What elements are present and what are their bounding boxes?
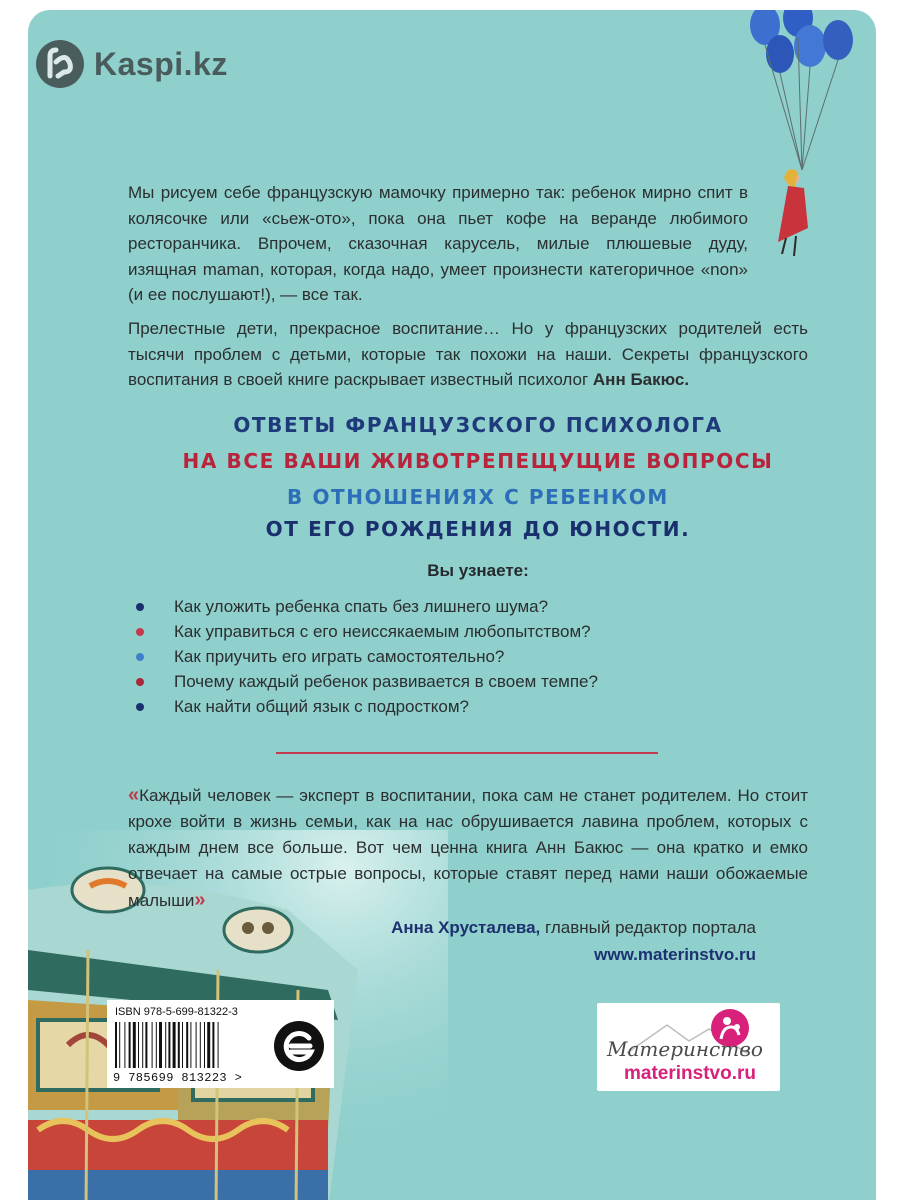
barcode-bar — [152, 1022, 153, 1068]
isbn-number: ISBN 978-5-699-81322-3 — [115, 1006, 238, 1018]
barcode-digits: 9 785699 813223 > — [113, 1071, 243, 1085]
barcode-bar — [129, 1022, 131, 1068]
learn-title: Вы узнаете: — [427, 561, 529, 580]
book-back-cover — [28, 10, 876, 1200]
barcode-bar — [168, 1022, 170, 1068]
section-divider — [276, 752, 658, 754]
learn-item-text: Как управиться с его неиссякаемым любопытством? — [174, 622, 591, 641]
attribution-line — [391, 914, 756, 941]
barcode-bar — [204, 1022, 205, 1068]
learn-item — [134, 594, 598, 619]
attribution-name: Анна Хрусталева, — [391, 918, 541, 937]
barcode-bar — [218, 1022, 219, 1068]
barcode-bar — [142, 1022, 143, 1068]
barcode-bar — [186, 1022, 188, 1068]
headline-line-1: ОТВЕТЫ ФРАНЦУЗСКОГО ПСИХОЛОГА — [233, 413, 723, 437]
partner-logo-block — [597, 1003, 780, 1091]
quote-attribution — [391, 914, 756, 968]
learn-list — [134, 594, 598, 719]
barcode-bars — [115, 1022, 265, 1070]
barcode-bar — [200, 1022, 201, 1068]
learn-item-text: Как уложить ребенка спать без лишнего шума? — [174, 597, 549, 616]
barcode-bar — [165, 1022, 166, 1068]
learn-item — [134, 619, 598, 644]
quote-open-mark: « — [128, 784, 140, 806]
quote-text: Каждый человек — эксперт в воспитании, пока сам не станет родителем. Но стоит крохе войти в жизнь семьи, как на нас обрушивается лавина проблем, которых с каждым днем все больше. Вот чем ценна книга Анн Бакюс — она кратко и емко отвечает на самые острые вопросы, которые ставят перед нами наши обожаемые малыши — [128, 786, 808, 910]
bullet-dot-icon — [136, 678, 144, 686]
barcode-bar — [173, 1022, 176, 1068]
kaspi-watermark — [36, 38, 228, 90]
bullet-dot-icon — [136, 628, 144, 636]
quote-close-mark: » — [194, 889, 206, 911]
barcode-bar — [115, 1022, 117, 1068]
learn-item-text: Как приучить его играть самостоятельно? — [174, 647, 505, 666]
kaspi-logo-icon — [36, 40, 84, 88]
barcode-bar — [196, 1022, 197, 1068]
partner-script-title: Материнство — [607, 1037, 763, 1061]
barcode-bar — [159, 1022, 162, 1068]
barcode-block — [107, 1000, 334, 1088]
headline-line-2: НА ВСЕ ВАШИ ЖИВОТРЕПЕЩУЩИЕ ВОПРОСЫ — [182, 449, 774, 473]
barcode-bar — [119, 1022, 120, 1068]
barcode-bar — [124, 1022, 125, 1068]
review-quote — [128, 782, 808, 914]
bullet-dot-icon — [136, 603, 144, 611]
partner-site-link[interactable]: materinstvo.ru — [624, 1063, 756, 1084]
publisher-logo-icon — [273, 1020, 325, 1072]
learn-item — [134, 644, 598, 669]
problems-paragraph-text: Прелестные дети, прекрасное воспитание… Но у французских родителей есть тысячи проблем с детьми, которые так похожи на наши. Секреты французского воспитания в своей книге раскрывает известный психолог — [128, 319, 808, 389]
learn-item-text: Почему каждый ребенок развивается в своем темпе? — [174, 672, 598, 691]
barcode-bar — [207, 1022, 210, 1068]
barcode-bar — [190, 1022, 191, 1068]
learn-item — [134, 669, 598, 694]
barcode-bar — [138, 1022, 139, 1068]
barcode-bar — [133, 1022, 136, 1068]
kaspi-wordmark: Kaspi.kz — [94, 45, 228, 82]
balloons-illustration — [740, 10, 876, 260]
learn-item — [134, 694, 598, 719]
barcode-bar — [145, 1022, 147, 1068]
barcode-bar — [182, 1022, 183, 1068]
headline-line-3: В ОТНОШЕНИЯХ С РЕБЕНКОМ — [287, 485, 669, 509]
learn-item-text: Как найти общий язык с подростком? — [174, 697, 469, 716]
author-name-highlight: Анн Бакюс. — [592, 370, 690, 389]
barcode-bar — [178, 1022, 180, 1068]
bullet-dot-icon — [136, 653, 144, 661]
attribution-site: www.materinstvo.ru — [594, 945, 756, 964]
bullet-dot-icon — [136, 703, 144, 711]
barcode-bar — [156, 1022, 157, 1068]
barcode-bar — [212, 1022, 214, 1068]
problems-paragraph — [128, 316, 808, 393]
intro-paragraph: Мы рисуем себе французскую мамочку примерно так: ребенок мирно спит в колясочке или «сьеж-ото», пока она пьет кофе на веранде любимого ресторанчика. Впрочем, сказочная карусель, милые плюшевые дуду, изящная maman, которая, когда надо, умеет произнести категоричное «non» (и ее послушают!), — все так. — [128, 183, 748, 304]
headline-line-4: ОТ ЕГО РОЖДЕНИЯ ДО ЮНОСТИ. — [265, 517, 691, 541]
attribution-role: главный редактор портала — [540, 918, 756, 937]
